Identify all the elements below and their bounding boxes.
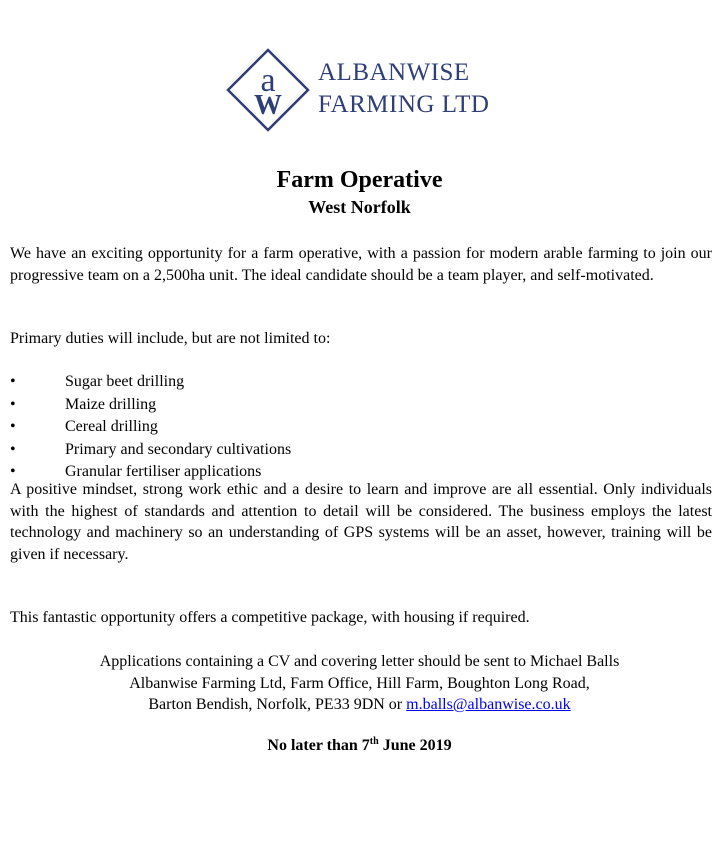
- duties-intro: Primary duties will include, but are not limited to:: [10, 330, 331, 347]
- bullet-icon: •: [10, 463, 16, 480]
- job-title: Farm Operative: [276, 167, 443, 193]
- bullet-icon: •: [10, 440, 16, 458]
- bullet-icon: •: [10, 418, 16, 435]
- deadline: [0, 735, 719, 757]
- duty-text: Sugar beet drilling: [65, 373, 185, 390]
- company-logo: [226, 48, 488, 132]
- intro-paragraph: We have an exciting opportunity for a farm operative, with a passion for modern arable farming to join our progressive team on a 2,500ha unit. The ideal candidate should be a team player, and self-motivated.: [10, 245, 712, 284]
- logo-letter-a: a: [260, 62, 276, 99]
- application-line-1: Applications containing a CV and covering letter should be sent to Michael Balls: [99, 653, 620, 670]
- job-location: West Norfolk: [308, 197, 411, 217]
- application-line-2: Albanwise Farming Ltd, Farm Office, Hill Farm, Boughton Long Road,: [129, 674, 590, 692]
- logo-diamond-icon: [226, 48, 310, 132]
- application-details: [0, 651, 719, 716]
- duty-text: Cereal drilling: [65, 418, 158, 435]
- address-text: Barton Bendish, Norfolk, PE33 9DN or: [148, 696, 407, 713]
- offer-paragraph: This fantastic opportunity offers a competitive package, with housing if required.: [10, 609, 530, 626]
- logo-letter-w: W: [254, 90, 282, 121]
- duty-text: Primary and secondary cultivations: [65, 440, 292, 458]
- duty-text: Granular fertiliser applications: [65, 463, 262, 480]
- logo-line-2: FARMING LTD: [318, 91, 490, 118]
- logo-line-1: ALBANWISE: [318, 59, 470, 86]
- deadline-prefix: No later than 7: [267, 737, 370, 754]
- email-link[interactable]: m.balls@albanwise.co.uk: [406, 696, 571, 713]
- bullet-icon: •: [10, 373, 16, 390]
- application-line-3: [0, 694, 719, 716]
- bullet-icon: •: [10, 395, 16, 413]
- requirements-paragraph: A positive mindset, strong work ethic and a desire to learn and improve are all essential. Only individuals with the highest of standards and attention to detail will be considered. The business employs the latest technology and machinery so an understanding of GPS systems will be an asset, however, training will be given if necessary.: [10, 481, 712, 563]
- duty-text: Maize drilling: [65, 395, 157, 413]
- deadline-ordinal: th: [369, 736, 379, 747]
- deadline-rest: June 2019: [378, 737, 452, 754]
